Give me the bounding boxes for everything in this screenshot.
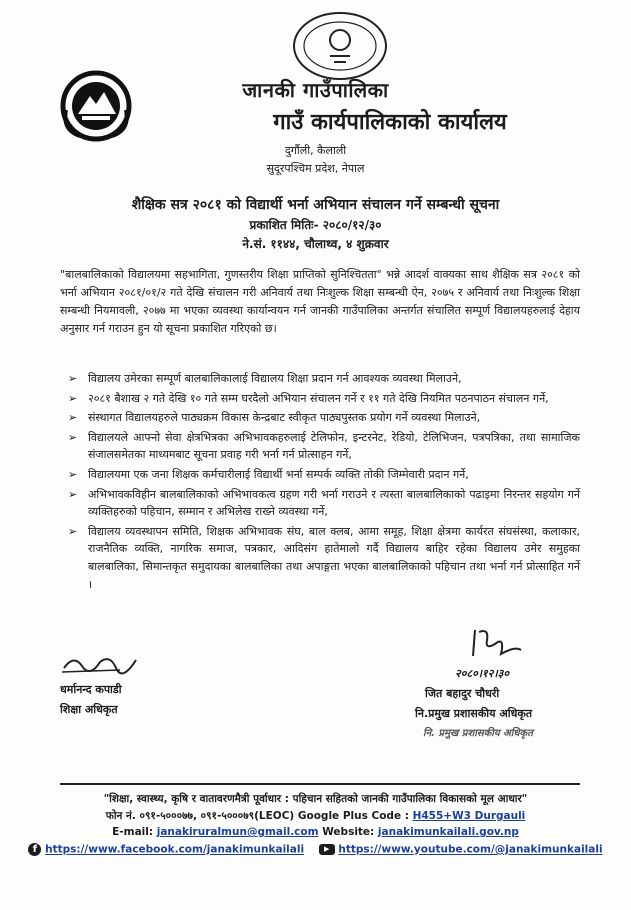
office-stamp-icon [290, 8, 390, 82]
notice-intro: "बालबालिकाको विद्यालयमा सहभागिता, गुणस्तरीय शिक्षा प्राप्तिको सुनिश्चितता" भन्ने आदर्श वाक्यका साथ शैक्षिक सत्र २०८१ को भर्ना अभियान २०८१/०१/२ गते देखि संचालन गरी अनिवार्य तथा निःशुल्क शिक्षा सम्बन्धी ऐन, २०७५ र अनिवार्य तथा निःशुल्क शिक्षा सम्बन्धी नियमावली, २०७७ मा भएका व्यवस्था कार्यान्वयन गर्न जानकी गाउँपालिका अन्तर्गत संचालित सम्पूर्ण विद्यालयहरुलाई देहाय अनुसार गर्न गराउन हुन यो सूचना प्रकाशित गरिएको छ। [60, 268, 580, 335]
footer-email-web [0, 826, 631, 838]
signatory-designation-left: शिक्षा अधिकृत [60, 703, 118, 716]
plus-code-label: Google Plus Code : [297, 810, 409, 822]
list-item: ➢ विद्यालयमा एक जना शिक्षक कर्मचारीलाई विद्यार्थी भर्ना सम्पर्क व्यक्ति तोकी जिम्मेवारी प्रदान गर्ने, [68, 466, 580, 484]
designation-stamp: नि. प्रमुख प्रशासकीय अधिकृत [423, 728, 533, 739]
phone-numbers: फोन नं. ०९१-५०००७७, ०९१-५०००७९(LEOC) [105, 810, 295, 822]
arrow-bullet-icon: ➢ [68, 524, 78, 538]
office-location: दुर्गौली, कैलाली [284, 144, 347, 157]
signature-date: २०८०।१२।३० [455, 667, 510, 680]
facebook-icon: f [28, 843, 41, 856]
signatory-designation-right: नि.प्रमुख प्रशासकीय अधिकृत [415, 707, 533, 720]
signatory-name-left: धर्मानन्द कपाडी [60, 683, 122, 696]
email-label: E-mail: [112, 826, 154, 838]
facebook-link[interactable]: https://www.facebook.com/janakimunkailali [45, 843, 305, 856]
signature-icon [465, 626, 525, 660]
arrow-bullet-icon: ➢ [68, 430, 78, 444]
arrow-bullet-icon: ➢ [68, 372, 78, 385]
footer-divider [60, 783, 580, 785]
list-item: ➢ विद्यालय उमेरका सम्पूर्ण बालबालिकालाई विद्यालय शिक्षा प्रदान गर्न आवश्यक व्यवस्था मिलाउने, [68, 370, 580, 388]
signatory-name-right: जित बहादुर चौधरी [425, 687, 500, 700]
notice-title: शैक्षिक सत्र २०८१ को विद्यार्थी भर्ना अभियान संचालन गर्ने सम्बन्धी सूचना [131, 197, 500, 213]
municipality-name: जानकी गाउँपालिका [242, 78, 389, 102]
arrow-bullet-icon: ➢ [68, 411, 78, 425]
list-item: ➢ संस्थागत विद्यालयहरुले पाठ्यक्रम विकास केन्द्रबाट स्वीकृत पाठ्यपुस्तक प्रयोग गर्ने व्यवस्था मिलाउने, [68, 409, 580, 427]
arrow-bullet-icon: ➢ [68, 391, 78, 405]
signature-block-left [60, 650, 190, 720]
signature-block-right [415, 626, 605, 744]
instruction-list [68, 370, 580, 595]
arrow-bullet-icon: ➢ [68, 467, 78, 481]
website-link[interactable]: janakimunkailali.gov.np [377, 826, 519, 838]
list-item: ➢ २०८१ बैशाख २ गते देखि १० गते सम्म घरदैलो अभियान संचालन गर्ने र ११ गते देखि नियमित पठनपाठन संचालन गर्ने, [68, 390, 580, 408]
footer-social [0, 843, 631, 856]
nepal-era-date: ने.सं. ११४४, चौलाथ्व, ४ शुक्रवार [242, 237, 389, 251]
youtube-icon: ▶ [319, 844, 335, 855]
published-date: प्रकाशित मितिः- २०८०/१२/३० [249, 218, 382, 232]
office-name: गाउँ कार्यपालिकाको कार्यालय [273, 110, 507, 135]
list-item: ➢ विद्यालय व्यवस्थापन समिति, शिक्षक अभिभावक संघ, बाल क्लब, आमा समूह, शिक्षा क्षेत्रमा कार्यरत संघसंस्था, कलाकार, राजनैतिक व्यक्ति, नागरिक समाज, पत्रकार, आदिसंग हातेमालो गर्दै विद्यालय बाहिर रहेका विद्यालय उमेर समुहका बालबालिका, सिमान्तकृत समुदायका बालबालिका तथा अपाङ्गता भएका बालबालिकाको पहिचान तथा भर्ना गर्न प्रोत्साहित गर्ने । [68, 524, 580, 591]
list-item: ➢ विद्यालयले आफ्नो सेवा क्षेत्रभित्रका अभिभावकहरुलाई टेलिफोन, इन्टरनेट, रेडियो, टेलिभिजन, पत्रपत्रिका, तथा सामाजिक संजालसमेतका माध्यमबाट सूचना प्रवाह गरी भर्ना गर्न प्रोत्साहन गर्ने, [68, 430, 580, 462]
list-item: ➢ अभिभावकविहीन बालबालिकाको अभिभावकत्व ग्रहण गरी भर्ना गराउने र त्यस्ता बालबालिकाको पढाइमा निरन्तर सहयोग गर्ने व्यक्तिहरुको पहिचान, सम्मान र अभिलेख राख्ने व्यवस्था गर्ने, [68, 487, 580, 519]
footer-contact [0, 809, 631, 823]
email-link[interactable]: janakiruralmun@gmail.com [156, 826, 319, 838]
plus-code-link[interactable]: H455+W3 Durgauli [412, 810, 526, 822]
office-province: सुदूरपश्चिम प्रदेश, नेपाल [266, 162, 365, 175]
youtube-link[interactable]: https://www.youtube.com/@janakimunkailali [338, 843, 603, 856]
signature-icon [60, 650, 140, 676]
footer-slogan: "शिक्षा, स्वास्थ्य, कृषि र वातावरणमैत्री पूर्वाधार : पहिचान सहितको जानकी गाउँपालिका विकासको मूल आधार" [103, 793, 528, 805]
website-label: Website: [322, 826, 375, 838]
arrow-bullet-icon: ➢ [68, 487, 78, 501]
